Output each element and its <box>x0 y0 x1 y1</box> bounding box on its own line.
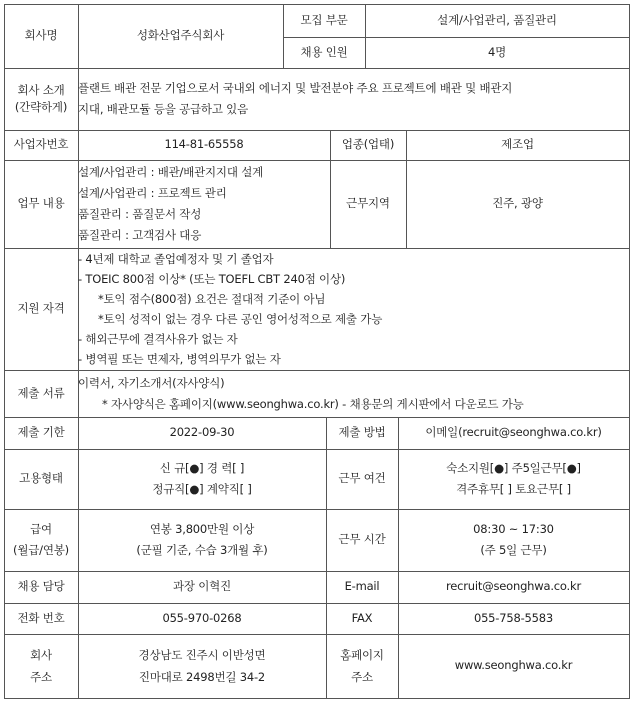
submit-method-value: 이메일(recruit@seonghwa.co.kr) <box>425 425 602 440</box>
company-name-value: 성화산업주식회사 <box>136 28 225 43</box>
fax-label: FAX <box>351 610 373 625</box>
recruit-dept-label: 모집 부문 <box>300 12 348 27</box>
recruiter-value: 과장 이혁진 <box>173 579 231 594</box>
work-hours-value: 08:30 ~ 17:30 (주 5일 근무) <box>473 522 554 557</box>
homepage-value: www.seonghwa.co.kr <box>454 658 573 673</box>
phone-value: 055-970-0268 <box>162 610 242 625</box>
qualification-label: 지원 자격 <box>17 301 65 316</box>
email-value: recruit@seonghwa.co.kr <box>446 579 581 594</box>
phone-label: 전화 번호 <box>17 610 65 625</box>
recruit-dept-value: 설계/사업관리, 품질관리 <box>437 12 557 27</box>
email-label: E-mail <box>344 579 380 594</box>
duties-list: 설계/사업관리 : 배관/배관지지대 설계 설계/사업관리 : 프로젝트 관리 품질관리 : 품질문서 작성 품질관리 : 고객검사 대응 <box>78 165 264 242</box>
industry-label: 업종(업태) <box>341 137 395 152</box>
submit-method-label: 제출 방법 <box>338 425 386 440</box>
employment-type-label: 고용형태 <box>19 471 63 486</box>
work-conditions-label: 근무 여건 <box>338 471 386 486</box>
duties-label: 업무 내용 <box>17 196 65 211</box>
recruiter-label: 채용 담당 <box>17 579 65 594</box>
homepage-label: 홈페이지 주소 <box>340 648 384 684</box>
deadline-label: 제출 기한 <box>17 425 65 440</box>
work-conditions-value: 숙소지원[●] 주5일근무[●] 격주휴무[ ] 토요근무[ ] <box>446 461 581 496</box>
company-name-label: 회사명 <box>24 28 58 43</box>
biz-no-label: 사업자번호 <box>13 137 69 152</box>
company-intro-text: 플랜트 배관 전문 기업으로서 국내외 에너지 및 발전분야 주요 프로젝트에 배관 및 배관지 지대, 배관모듈 등을 공급하고 있음 <box>78 81 513 116</box>
industry-value: 제조업 <box>501 137 534 152</box>
salary-label: 급여 (월급/연봉) <box>13 522 69 557</box>
company-intro-label: 회사 소개 (간략하게) <box>14 82 68 114</box>
address-value: 경상남도 진주시 이반성면 진마대로 2498번길 34-2 <box>138 648 266 684</box>
location-label: 근무지역 <box>346 196 390 211</box>
biz-no-value: 114-81-65558 <box>164 137 244 152</box>
qualification-list: - 4년제 대학교 졸업예정자 및 기 졸업자 - TOEIC 800점 이상* (또는 TOEFL CBT 240점 이상) *토익 점수(800점) 요건은 절대적 기준이 아님 *토익 성적이 없는 경우 다른 공인 영어성적으로 제출 가능 - 해외근무에 결격사유가 없는 자 - 병역필 또는 면제자, 병역의무가 없는 자 <box>78 252 383 366</box>
fax-value: 055-758-5583 <box>473 610 554 625</box>
salary-value: 연봉 3,800만원 이상 (군필 기준, 수습 3개월 후) <box>136 522 268 557</box>
address-label: 회사 주소 <box>30 648 52 684</box>
headcount-label: 채용 인원 <box>300 44 348 59</box>
employment-type-value: 신 규[●] 경 력[ ] 정규직[●] 계약직[ ] <box>152 461 252 496</box>
documents-label: 제출 서류 <box>17 385 65 400</box>
work-hours-label: 근무 시간 <box>338 532 386 547</box>
headcount-value: 4명 <box>487 44 507 59</box>
location-value: 진주, 광양 <box>492 196 543 211</box>
deadline-value: 2022-09-30 <box>169 425 235 440</box>
documents-text: 이력서, 자기소개서(자사양식) * 자사양식은 홈페이지(www.seonghwa.co.kr) - 채용문의 게시판에서 다운로드 가능 <box>78 375 524 411</box>
